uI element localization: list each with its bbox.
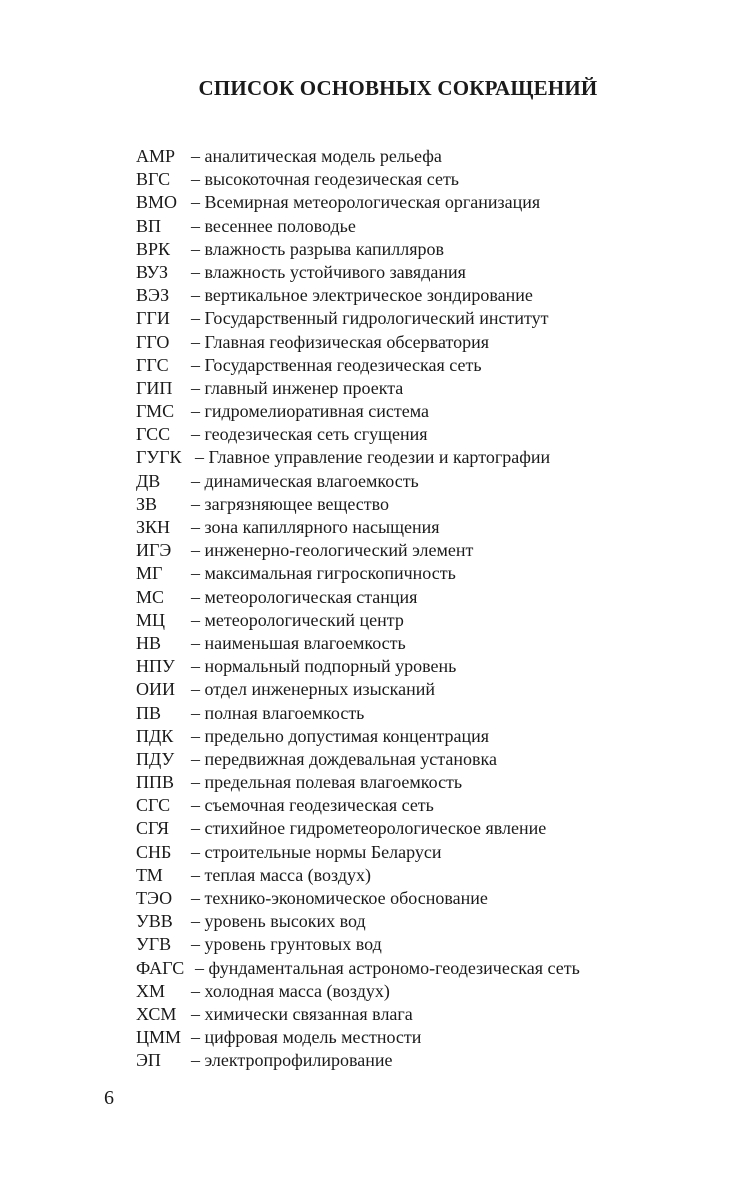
abbreviation-term: ВУЗ: [136, 261, 169, 282]
abbreviation-definition: – весеннее половодье: [191, 215, 356, 236]
abbreviation-term: МЦ: [136, 609, 166, 630]
abbreviation-term: ФАГС: [136, 957, 185, 978]
abbreviation-term: ВП: [136, 215, 162, 236]
abbreviation-definition: – химически связанная влага: [191, 1003, 413, 1024]
abbreviation-term: ПДУ: [136, 748, 175, 769]
abbreviation-term: ЗКН: [136, 517, 171, 537]
abbreviation-row: [136, 817, 547, 840]
abbreviation-term: ГМС: [136, 401, 175, 422]
abbreviation-definition: – теплая масса (воздух): [191, 864, 371, 885]
abbreviation-row: [136, 655, 457, 678]
abbreviation-definition: – загрязняющее вещество: [191, 493, 389, 514]
abbreviation-row: [136, 1026, 422, 1049]
abbreviation-row: [136, 516, 440, 539]
abbreviation-row: [136, 725, 490, 748]
abbreviation-row: [136, 748, 497, 771]
abbreviation-definition: – наименьшая влагоемкость: [191, 632, 406, 653]
abbreviation-row: [136, 609, 404, 632]
abbreviation-row: [136, 470, 419, 493]
abbreviation-definition: – инженерно-геологический элемент: [191, 540, 474, 561]
abbreviation-definition: – технико-экономическое обоснование: [191, 888, 488, 908]
abbreviation-term: ГСС: [136, 424, 171, 445]
abbreviation-row: [136, 794, 434, 817]
abbreviation-definition: – геодезическая сеть сгущения: [191, 424, 428, 445]
abbreviation-row: [136, 539, 474, 562]
abbreviation-row: [136, 377, 404, 400]
abbreviation-row: [136, 493, 389, 516]
abbreviation-definition: – аналитическая модель рельефа: [191, 146, 442, 166]
abbreviation-term: НВ: [136, 632, 162, 653]
abbreviation-definition: – полная влагоемкость: [191, 702, 365, 723]
abbreviation-definition: – вертикальное электрическое зондирование: [191, 285, 533, 306]
abbreviation-term: ВМО: [136, 192, 178, 213]
abbreviation-term: ГУГК: [136, 447, 182, 468]
abbreviation-row: [136, 678, 436, 701]
abbreviation-term: ТЭО: [136, 888, 173, 908]
abbreviation-definition: – влажность устойчивого завядания: [191, 261, 466, 282]
abbreviation-definition: – съемочная геодезическая сеть: [191, 795, 434, 816]
abbreviation-term: ЭП: [136, 1050, 161, 1071]
abbreviation-row: [136, 168, 460, 191]
abbreviation-row: [136, 586, 418, 609]
abbreviation-term: ВРК: [136, 238, 171, 259]
abbreviation-term: АМР: [136, 146, 176, 166]
abbreviation-term: УВВ: [136, 911, 173, 932]
abbreviation-definition: – передвижная дождевальная установка: [191, 748, 497, 769]
abbreviation-row: [136, 354, 482, 377]
abbreviation-row: [136, 702, 365, 725]
abbreviation-row: [136, 215, 356, 238]
abbreviation-definition: – метеорологическая станция: [191, 586, 418, 607]
abbreviation-term: ТМ: [136, 864, 163, 885]
abbreviation-definition: – предельно допустимая концентрация: [191, 725, 490, 746]
abbreviation-term: ИГЭ: [136, 540, 172, 561]
abbreviation-row: [136, 1003, 413, 1026]
abbreviation-term: ППВ: [136, 772, 175, 793]
abbreviation-row: [136, 1049, 393, 1072]
abbreviation-term: СНБ: [136, 841, 172, 862]
abbreviation-definition: – зона капиллярного насыщения: [191, 517, 440, 537]
abbreviation-term: ВЭЗ: [136, 285, 170, 306]
abbreviation-row: [136, 887, 488, 910]
abbreviation-term: ГГИ: [136, 308, 170, 329]
abbreviation-definition: – максимальная гигроскопичность: [191, 563, 456, 584]
abbreviation-definition: – нормальный подпорный уровень: [191, 656, 457, 677]
abbreviation-definition: – уровень грунтовых вод: [191, 934, 382, 955]
abbreviation-row: [136, 864, 371, 887]
abbreviation-definition: – цифровая модель местности: [191, 1027, 422, 1048]
abbreviation-definition: – Всемирная метеорологическая организация: [191, 192, 541, 213]
abbreviation-row: [136, 933, 382, 956]
abbreviation-term: ХМ: [136, 980, 166, 1001]
abbreviation-row: [136, 910, 366, 933]
abbreviation-definition: – отдел инженерных изысканий: [191, 679, 436, 700]
abbreviation-definition: – уровень высоких вод: [191, 911, 366, 932]
abbreviation-term: СГС: [136, 795, 171, 816]
abbreviation-row: [136, 562, 456, 585]
abbreviation-definition: – динамическая влагоемкость: [191, 470, 419, 491]
abbreviation-term: НПУ: [136, 656, 175, 677]
abbreviation-definition: – холодная масса (воздух): [191, 980, 390, 1001]
abbreviation-definition: – главный инженер проекта: [191, 377, 404, 398]
abbreviation-definition: – метеорологический центр: [191, 609, 404, 630]
abbreviation-term: ЦММ: [136, 1027, 182, 1048]
abbreviation-term: УГВ: [136, 934, 172, 955]
abbreviation-row: [136, 771, 463, 794]
abbreviation-row: [136, 957, 580, 980]
abbreviation-term: МГ: [136, 563, 163, 584]
abbreviation-term: ГГС: [136, 354, 169, 375]
abbreviation-definition: – Главная геофизическая обсерватория: [191, 331, 490, 352]
abbreviation-term: ДВ: [136, 470, 161, 491]
abbreviation-row: [136, 307, 549, 330]
abbreviation-row: [136, 841, 442, 864]
abbreviation-list: [136, 145, 580, 1073]
abbreviation-term: ГИП: [136, 377, 173, 398]
abbreviation-definition: – Государственная геодезическая сеть: [191, 354, 482, 375]
abbreviation-row: [136, 331, 490, 354]
abbreviation-row: [136, 284, 533, 307]
abbreviation-term: ПВ: [136, 702, 162, 723]
abbreviation-row: [136, 423, 428, 446]
abbreviation-row: [136, 632, 406, 655]
page-title: СПИСОК ОСНОВНЫХ СОКРАЩЕНИЙ: [198, 76, 598, 100]
abbreviation-definition: – стихийное гидрометеорологическое явление: [191, 818, 547, 839]
abbreviation-row: [136, 238, 444, 261]
abbreviation-row: [136, 446, 551, 469]
abbreviation-term: ОИИ: [136, 679, 175, 700]
abbreviation-definition: – высокоточная геодезическая сеть: [191, 169, 460, 190]
abbreviation-row: [136, 191, 541, 214]
abbreviation-row: [136, 980, 390, 1003]
abbreviation-definition: – Главное управление геодезии и картографии: [195, 447, 551, 468]
page-number: 6: [104, 1087, 114, 1109]
abbreviation-definition: – Государственный гидрологический институт: [191, 308, 549, 329]
abbreviation-term: ПДК: [136, 725, 174, 746]
abbreviation-row: [136, 145, 442, 168]
abbreviation-definition: – фундаментальная астрономо-геодезическая сеть: [195, 957, 580, 978]
abbreviation-row: [136, 261, 466, 284]
abbreviation-definition: – предельная полевая влагоемкость: [191, 772, 463, 793]
abbreviation-definition: – электропрофилирование: [191, 1050, 393, 1071]
abbreviation-row: [136, 400, 429, 423]
abbreviation-term: ХСМ: [136, 1003, 177, 1024]
abbreviation-definition: – гидромелиоративная система: [191, 401, 429, 422]
abbreviation-term: ГГО: [136, 331, 170, 352]
abbreviation-term: СГЯ: [136, 818, 170, 839]
abbreviation-term: ЗВ: [136, 493, 158, 514]
abbreviation-term: ВГС: [136, 169, 171, 190]
abbreviation-definition: – строительные нормы Беларуси: [191, 841, 442, 862]
abbreviation-definition: – влажность разрыва капилляров: [191, 238, 444, 259]
abbreviation-term: МС: [136, 586, 165, 607]
